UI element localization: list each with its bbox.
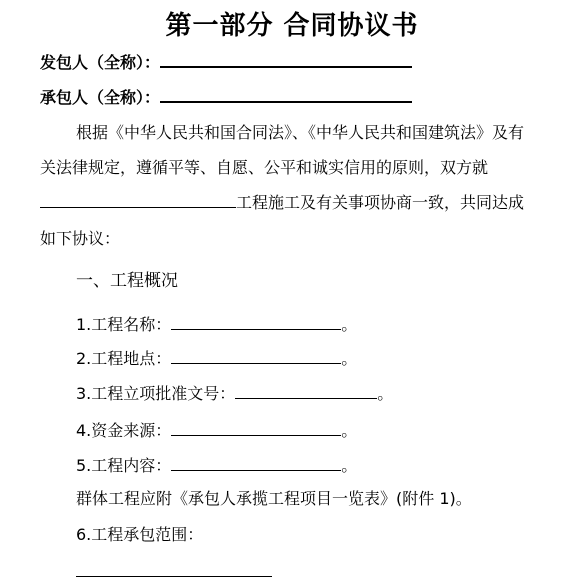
project-location-label: 2.工程地点： bbox=[76, 349, 172, 368]
project-name-blank[interactable] bbox=[40, 191, 236, 208]
item-approval-number bbox=[76, 381, 393, 407]
employer-label: 发包人（全称）： bbox=[40, 53, 161, 72]
item-project-name bbox=[76, 312, 357, 338]
section-heading-overview: 一、工程概况 bbox=[76, 271, 178, 291]
item-project-location bbox=[76, 346, 357, 372]
intro-line-3-text: 工程施工及有关事项协商一致，共同达成 bbox=[236, 193, 525, 212]
approval-number-label: 3.工程立项批准文号： bbox=[76, 384, 236, 403]
group-project-note: 群体工程应附《承包人承揽工程项目一览表》(附件 1)。 bbox=[76, 489, 472, 508]
period-mark: 。 bbox=[377, 384, 394, 403]
project-content-label: 5.工程内容： bbox=[76, 456, 172, 475]
period-mark: 。 bbox=[341, 421, 358, 440]
intro-line-2: 关法律规定，遵循平等、自愿、公平和诚实信用的原则，双方就 bbox=[40, 158, 489, 177]
item-funding-source bbox=[76, 418, 357, 444]
contractor-line bbox=[40, 85, 412, 111]
contractor-label: 承包人（全称）： bbox=[40, 88, 161, 107]
intro-line-4: 如下协议： bbox=[40, 229, 121, 248]
scope-label: 6.工程承包范围： bbox=[76, 525, 204, 544]
project-location-field[interactable] bbox=[171, 347, 341, 364]
document-title: 第一部分 合同协议书 bbox=[165, 11, 419, 41]
funding-source-field[interactable] bbox=[171, 419, 341, 436]
contractor-name-blank[interactable] bbox=[160, 85, 412, 103]
approval-number-field[interactable] bbox=[235, 382, 377, 399]
item-project-content bbox=[76, 453, 357, 479]
period-mark: 。 bbox=[341, 315, 358, 334]
project-name-field[interactable] bbox=[171, 313, 341, 330]
project-name-label: 1.工程名称： bbox=[76, 315, 172, 334]
employer-name-blank[interactable] bbox=[160, 50, 412, 68]
project-content-field[interactable] bbox=[171, 454, 341, 471]
period-mark: 。 bbox=[341, 349, 358, 368]
intro-line-3 bbox=[40, 190, 544, 216]
employer-line bbox=[40, 50, 412, 76]
period-mark: 。 bbox=[341, 456, 358, 475]
funding-source-label: 4.资金来源： bbox=[76, 421, 172, 440]
intro-line-1: 根据《中华人民共和国合同法》、《中华人民共和国建筑法》及有 bbox=[76, 123, 525, 142]
scope-blank-line[interactable] bbox=[76, 576, 272, 577]
